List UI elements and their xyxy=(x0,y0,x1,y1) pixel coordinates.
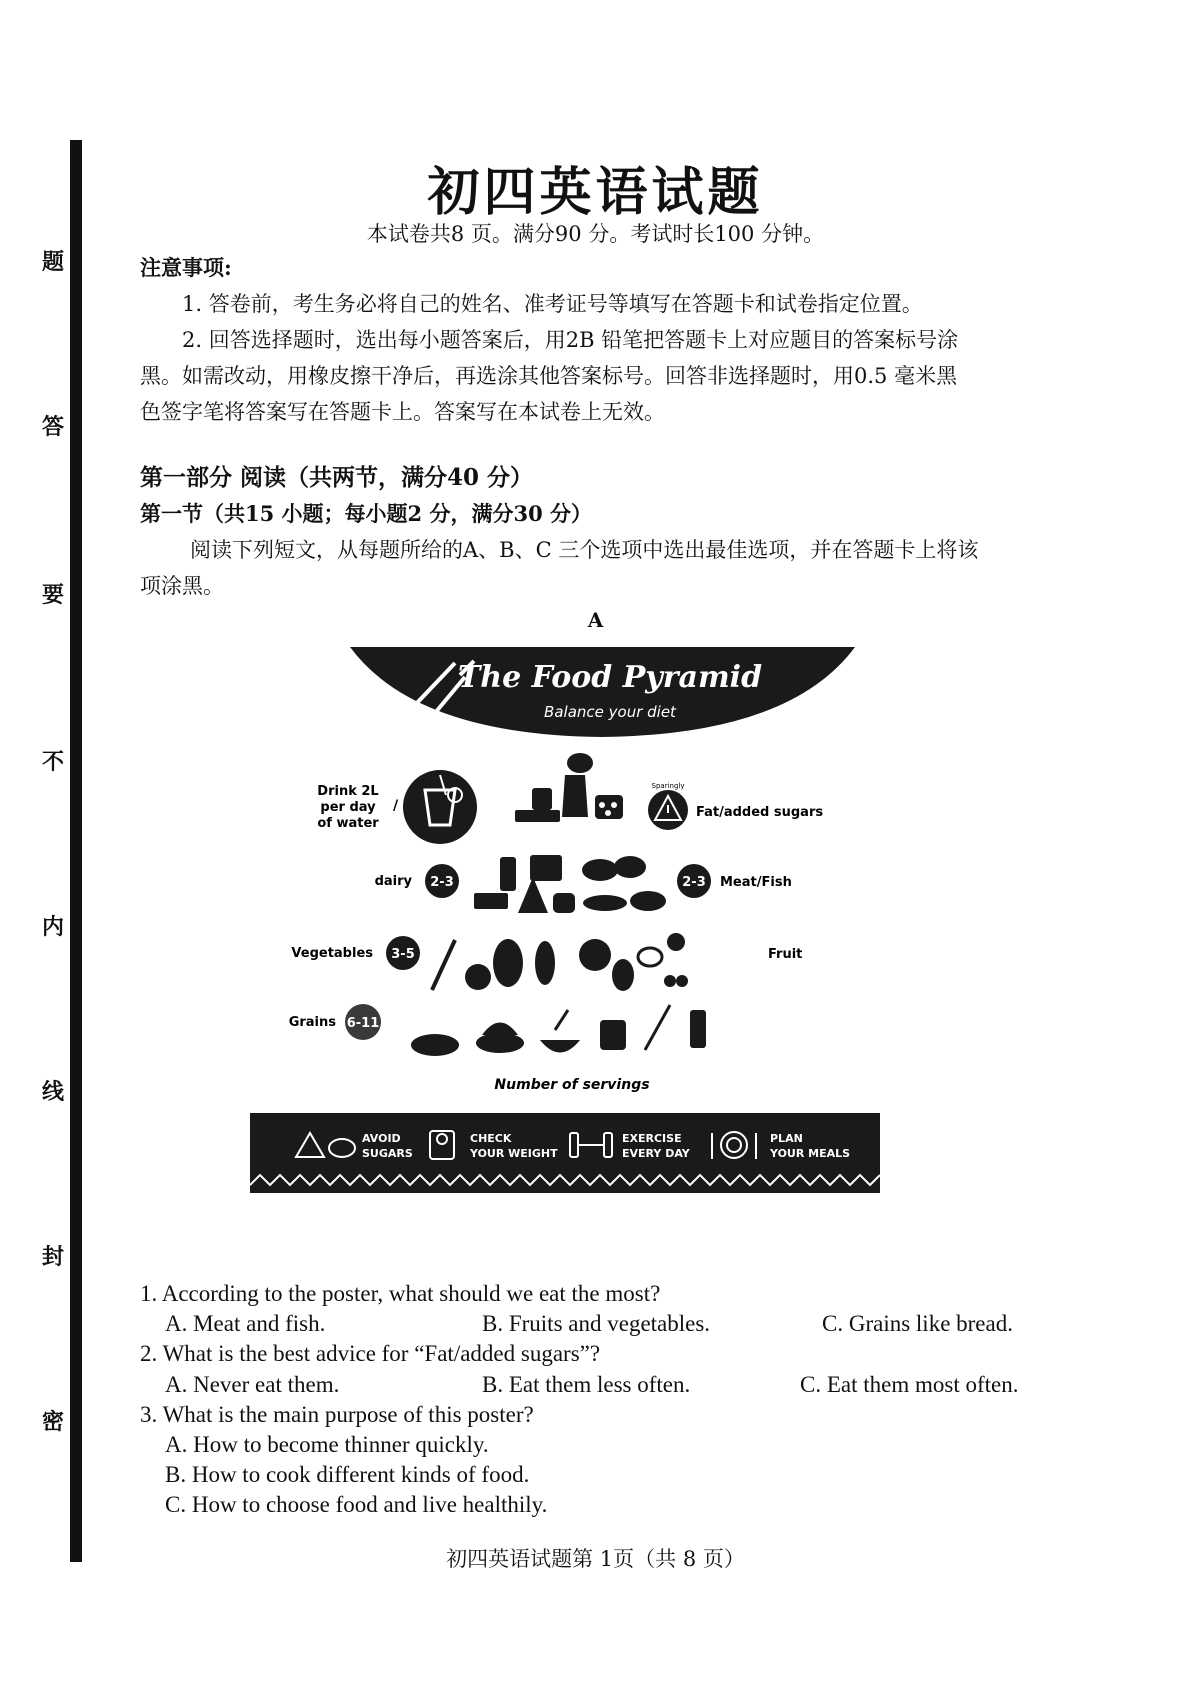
tip-avoid-sugars: SUGARS xyxy=(362,1147,413,1160)
passage-label: A xyxy=(587,608,604,632)
binding-char: 密 xyxy=(41,1410,64,1435)
servings-caption: Number of servings xyxy=(494,1077,650,1093)
poster-tagline: Balance your diet xyxy=(544,703,676,721)
grains-label: Grains xyxy=(288,1015,336,1030)
tip-exercise: EVERY DAY xyxy=(622,1147,690,1160)
grains-icon xyxy=(411,1005,706,1056)
binding-char: 内 xyxy=(41,915,64,940)
exam-info: 本试卷共8 页。满分90 分。考试时长100 分钟。 xyxy=(366,222,825,246)
option-a: A. Never eat them. xyxy=(165,1372,340,1397)
water-glass-icon xyxy=(403,770,477,844)
tip-plan-meals: YOUR MEALS xyxy=(770,1147,851,1160)
sparingly-label: Sparingly xyxy=(651,782,685,790)
dairy-label: dairy xyxy=(374,874,412,889)
fruit-icon xyxy=(579,933,688,991)
option-b: B. Fruits and vegetables. xyxy=(482,1311,711,1336)
vegetables-icon xyxy=(432,939,555,990)
warning-icon xyxy=(648,790,688,830)
water-label: of water xyxy=(317,816,379,831)
tip-check-weight: YOUR WEIGHT xyxy=(470,1147,558,1160)
food-pyramid-poster xyxy=(250,645,950,1235)
part-title: 第一部分 阅读（共两节，满分40 分） xyxy=(140,464,534,491)
section-subtitle: 第一节（共15 小题；每小题2 分，满分30 分） xyxy=(140,501,592,526)
tip-plan-meals: PLAN xyxy=(770,1132,803,1145)
option-b: B. Eat them less often. xyxy=(482,1372,691,1397)
fat-sugars-label: Fat/added sugars xyxy=(696,805,824,820)
tip-avoid-sugars: AVOID xyxy=(362,1132,401,1145)
binding-char: 封 xyxy=(41,1245,64,1270)
notes-heading: 注意事项: xyxy=(140,255,232,280)
fruit-label: Fruit xyxy=(768,947,803,962)
note-item-2-line-3: 色签字笔将答案写在答题卡上。答案写在本试卷上无效。 xyxy=(140,400,665,424)
option-c: C. How to choose food and live healthily. xyxy=(165,1492,548,1517)
vegetables-servings: 3-5 xyxy=(391,947,415,962)
dairy-servings: 2-3 xyxy=(430,875,454,890)
binding-line xyxy=(70,140,82,1562)
poster-title: The Food Pyramid xyxy=(457,660,763,695)
sweets-icon xyxy=(515,753,623,822)
page-footer: 初四英语试题第 1页（共 8 页） xyxy=(446,1547,745,1571)
meat-fish-icon xyxy=(582,856,666,911)
tip-exercise: EXERCISE xyxy=(622,1132,682,1145)
page-title: 初四英语试题 xyxy=(427,162,764,223)
binding-char: 答 xyxy=(41,415,64,440)
option-b: B. How to cook different kinds of food. xyxy=(165,1462,530,1487)
option-c: C. Eat them most often. xyxy=(800,1372,1019,1397)
option-a: A. How to become thinner quickly. xyxy=(165,1432,489,1457)
water-label: per day xyxy=(320,800,376,815)
svg-text:/: / xyxy=(393,798,399,814)
option-a: A. Meat and fish. xyxy=(165,1311,326,1336)
binding-char: 不 xyxy=(41,750,64,775)
grains-servings: 6-11 xyxy=(346,1016,380,1031)
meat-servings: 2-3 xyxy=(682,875,706,890)
instruction-line-1: 阅读下列短文，从每题所给的A、B、C 三个选项中选出最佳选项，并在答题卡上将该 xyxy=(190,538,979,562)
meat-fish-label: Meat/Fish xyxy=(720,875,792,890)
question-stem: 3. What is the main purpose of this poster? xyxy=(140,1402,534,1427)
tip-check-weight: CHECK xyxy=(470,1132,512,1145)
note-item-1: 1. 答卷前，考生务必将自己的姓名、准考证号等填写在答题卡和试卷指定位置。 xyxy=(182,292,923,316)
question-stem: 2. What is the best advice for “Fat/added sugars”? xyxy=(140,1341,601,1366)
dairy-icon xyxy=(474,855,575,913)
note-item-2-line-2: 黑。如需改动，用橡皮擦干净后，再选涂其他答案标号。回答非选择题时，用0.5 毫米黑 xyxy=(140,364,958,388)
vegetables-label: Vegetables xyxy=(291,946,373,961)
option-c: C. Grains like bread. xyxy=(822,1311,1013,1336)
binding-char: 要 xyxy=(41,583,64,608)
question-stem: 1. According to the poster, what should we eat the most? xyxy=(140,1281,661,1306)
binding-char: 线 xyxy=(41,1080,64,1105)
water-label: Drink 2L xyxy=(317,784,379,799)
binding-char: 题 xyxy=(41,250,64,275)
note-item-2-line-1: 2. 回答选择题时，选出每小题答案后，用2B 铅笔把答题卡上对应题目的答案标号涂 xyxy=(182,328,959,352)
instruction-line-2: 项涂黑。 xyxy=(140,574,224,598)
